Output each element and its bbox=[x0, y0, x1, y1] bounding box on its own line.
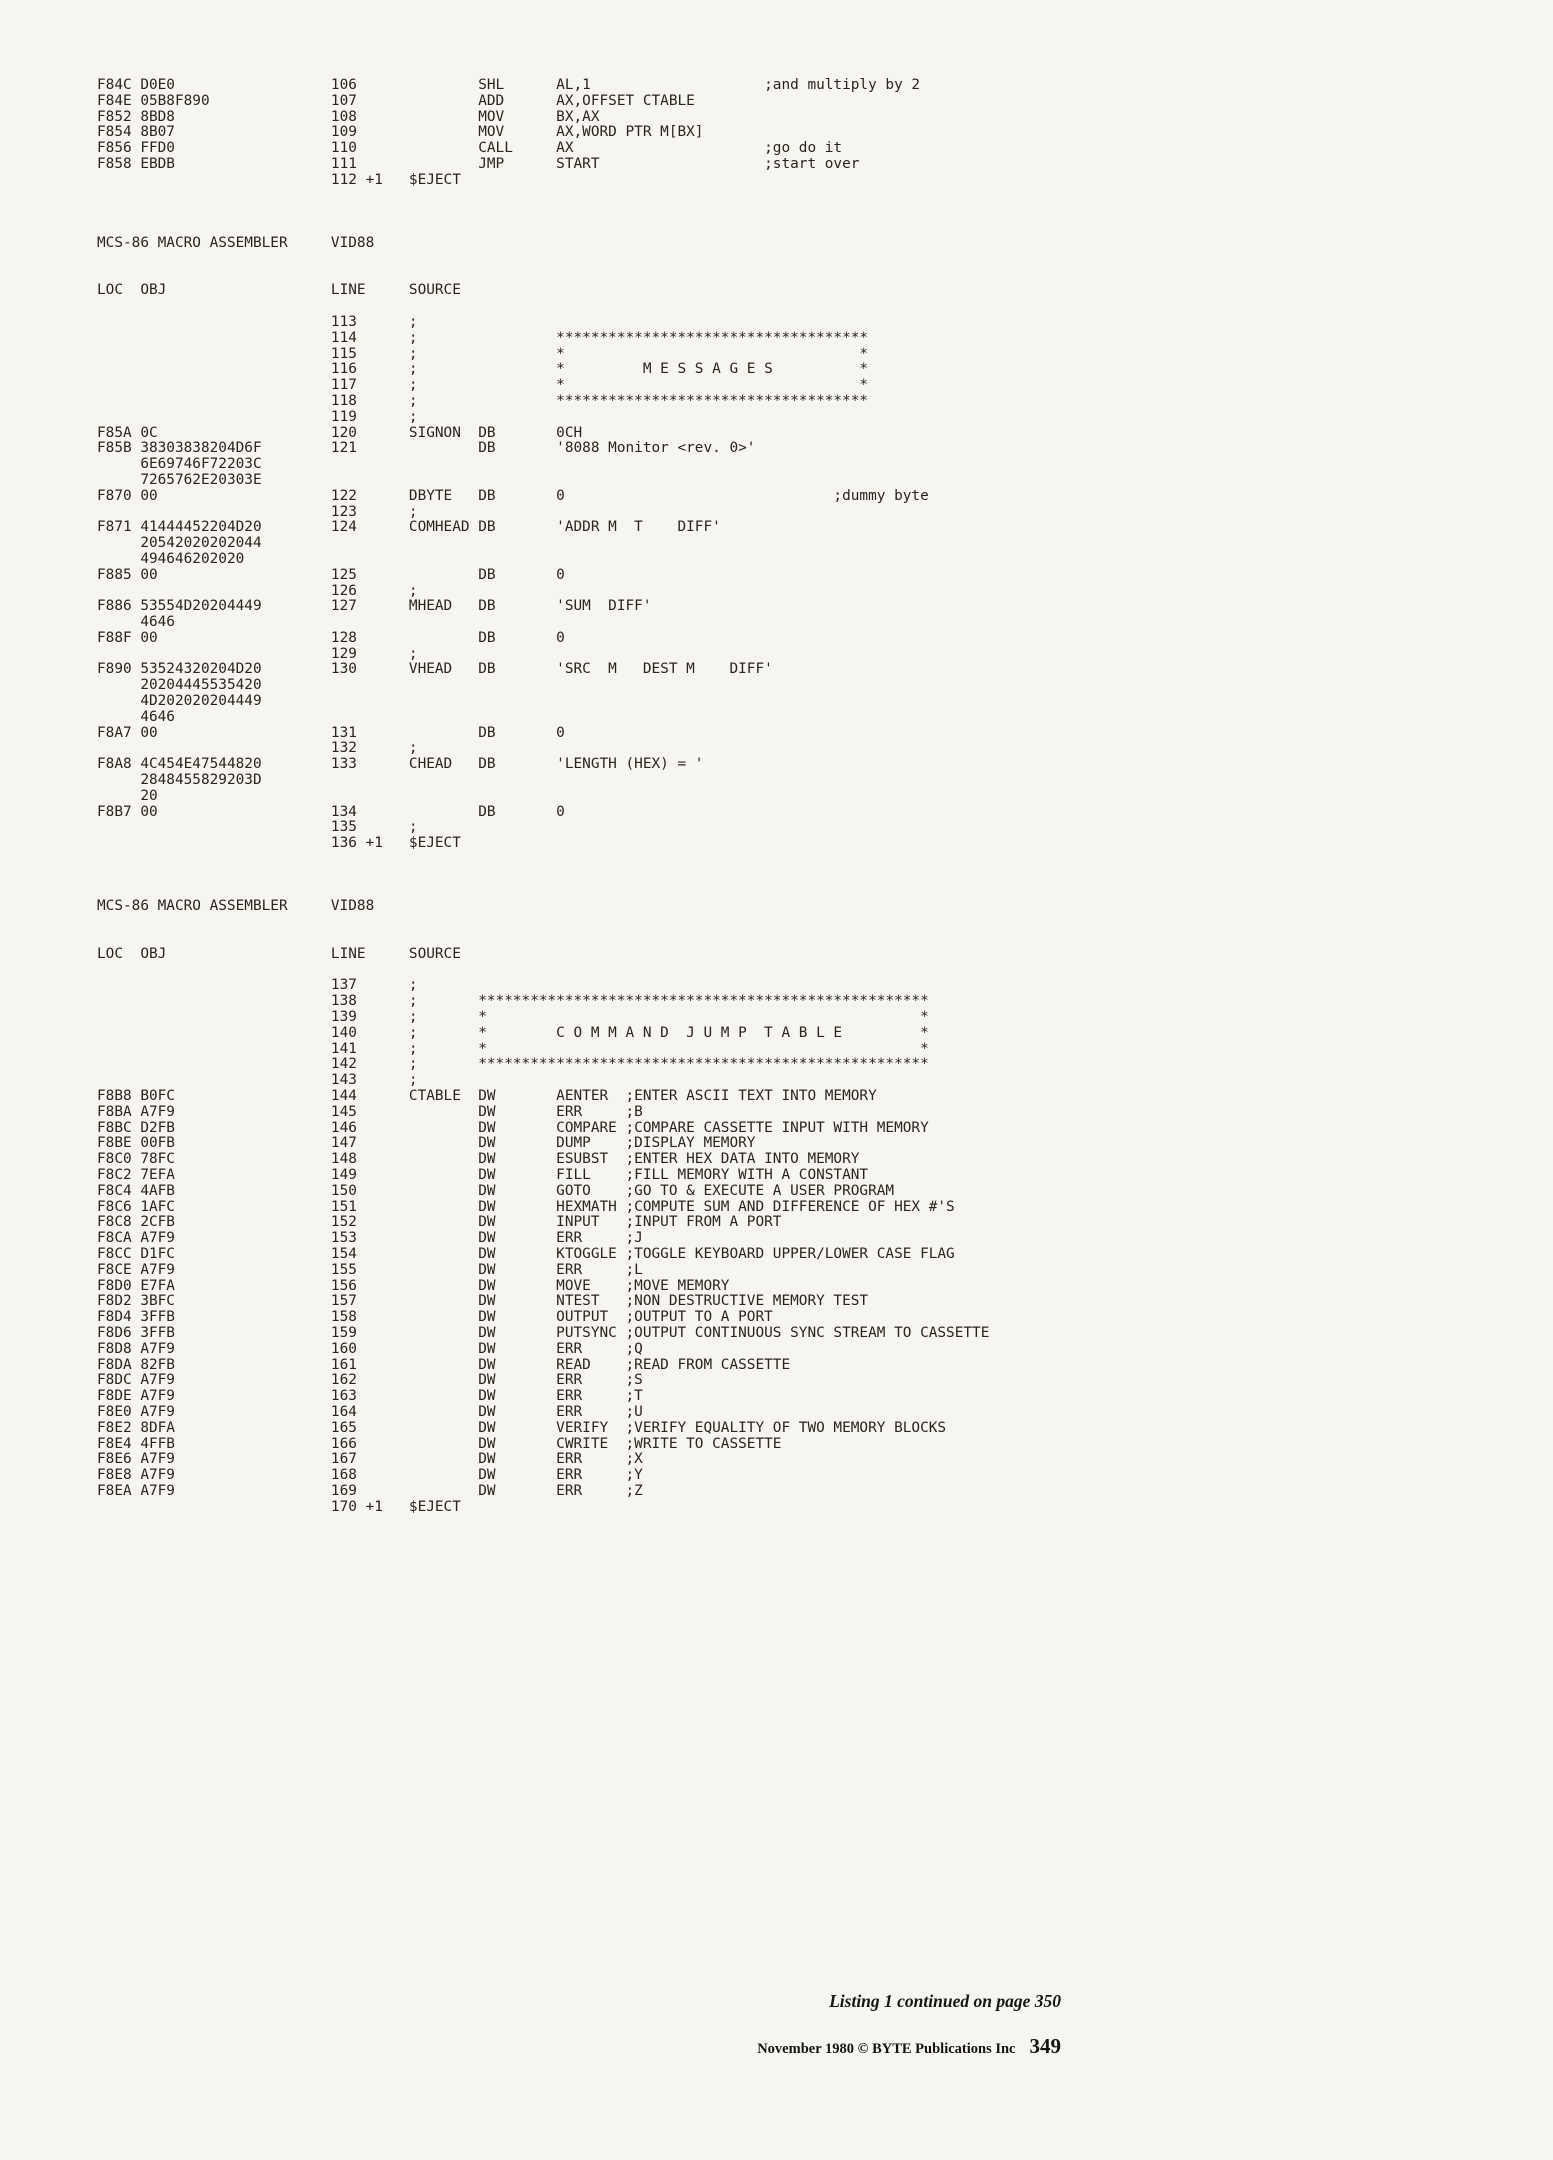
listing-line: F8D2 3BFC 157 DW NTEST ;NON DESTRUCTIVE MEMORY TEST bbox=[97, 1293, 869, 1310]
listing-line: 142 ; **************************************************** bbox=[97, 1056, 929, 1073]
listing-line bbox=[97, 204, 989, 220]
listing-line: F8DA 82FB 161 DW READ ;READ FROM CASSETTE bbox=[97, 1356, 791, 1373]
listing-line: F8E0 A7F9 164 DW ERR ;U bbox=[97, 1403, 643, 1420]
listing-line bbox=[97, 189, 989, 205]
listing-line: F8B8 B0FC 144 CTABLE DW AENTER ;ENTER ASCII TEXT INTO MEMORY bbox=[97, 1088, 877, 1104]
listing-line: 126 ; bbox=[97, 582, 418, 599]
listing-line: 139 ; * * bbox=[97, 1009, 929, 1026]
listing-line: F8EA A7F9 169 DW ERR ;Z bbox=[97, 1482, 643, 1499]
command-jump-table-section bbox=[97, 978, 989, 1515]
listing-line: F870 00 122 DBYTE DB 0 ;dummy byte bbox=[97, 487, 929, 504]
listing-line bbox=[97, 268, 989, 284]
listing-line: 20204445535420 bbox=[97, 677, 262, 694]
page-footer bbox=[757, 2034, 1061, 2059]
listing-line: F8D4 3FFB 158 DW OUTPUT ;OUTPUT TO A PORT bbox=[97, 1309, 773, 1326]
listing-line: F8E6 A7F9 167 DW ERR ;X bbox=[97, 1451, 643, 1468]
listing-line: 138 ; **************************************************** bbox=[97, 993, 929, 1010]
listing-line: F8CE A7F9 155 DW ERR ;L bbox=[97, 1261, 643, 1278]
page-header-block-2 bbox=[97, 852, 989, 978]
listing-line: F8CC D1FC 154 DW KTOGGLE ;TOGGLE KEYBOARD UPPER/LOWER CASE FLAG bbox=[97, 1245, 955, 1262]
listing-line: F871 41444452204D20 124 COMHEAD DB 'ADDR M T DIFF' bbox=[97, 519, 721, 536]
listing-line: 20 bbox=[97, 787, 158, 804]
listing-line: 143 ; bbox=[97, 1072, 418, 1089]
listing-line: 116 ; * M E S S A G E S * bbox=[97, 361, 869, 378]
listing-line: F88F 00 128 DB 0 bbox=[97, 629, 565, 646]
listing-line: 170 +1 $EJECT bbox=[97, 1498, 461, 1515]
listing-line: F8DC A7F9 162 DW ERR ;S bbox=[97, 1372, 643, 1389]
listing-line: 132 ; bbox=[97, 740, 418, 757]
listing-line: F890 53524320204D20 130 VHEAD DB 'SRC M DEST M DIFF' bbox=[97, 661, 773, 678]
listing-line: F8C8 2CFB 152 DW INPUT ;INPUT FROM A PORT bbox=[97, 1214, 782, 1231]
listing-line: F84E 05B8F890 107 ADD AX,OFFSET CTABLE bbox=[97, 92, 695, 109]
listing-line: 119 ; bbox=[97, 408, 418, 425]
listing-line: F8D8 A7F9 160 DW ERR ;Q bbox=[97, 1340, 643, 1357]
listing-line: F84C D0E0 106 SHL AL,1 ;and multiply by 2 bbox=[97, 77, 921, 93]
publication-credit: November 1980 © BYTE Publications Inc bbox=[757, 2041, 1016, 2057]
listing-line: 129 ; bbox=[97, 645, 418, 662]
listing-line: F8E4 4FFB 166 DW CWRITE ;WRITE TO CASSETTE bbox=[97, 1435, 782, 1452]
listing-line: 117 ; * * bbox=[97, 377, 869, 394]
messages-section bbox=[97, 315, 989, 852]
listing-line bbox=[97, 931, 989, 947]
listing-line: 2848455829203D bbox=[97, 772, 262, 789]
listing-line bbox=[97, 252, 989, 268]
listing-line: F8C6 1AFC 151 DW HEXMATH ;COMPUTE SUM AND DIFFERENCE OF HEX #'S bbox=[97, 1198, 955, 1215]
listing-line: F8A7 00 131 DB 0 bbox=[97, 724, 565, 741]
page-header-block-1 bbox=[97, 189, 989, 315]
listing-line: 112 +1 $EJECT bbox=[97, 171, 461, 188]
listing-line: LOC OBJ LINE SOURCE bbox=[97, 282, 461, 299]
listing-line: F8BA A7F9 145 DW ERR ;B bbox=[97, 1103, 643, 1120]
assembler-listing bbox=[97, 78, 989, 1516]
listing-line: 7265762E20303E bbox=[97, 471, 262, 488]
listing-line: MCS-86 MACRO ASSEMBLER VID88 bbox=[97, 234, 375, 251]
listing-line: F885 00 125 DB 0 bbox=[97, 566, 565, 583]
listing-line: 140 ; * C O M M A N D J U M P T A B L E * bbox=[97, 1024, 929, 1041]
listing-line: 114 ; ************************************ bbox=[97, 329, 869, 346]
listing-line: F8E8 A7F9 168 DW ERR ;Y bbox=[97, 1467, 643, 1484]
listing-line: F8D0 E7FA 156 DW MOVE ;MOVE MEMORY bbox=[97, 1277, 730, 1294]
listing-line bbox=[97, 884, 989, 900]
listing-line: MCS-86 MACRO ASSEMBLER VID88 bbox=[97, 898, 375, 915]
listing-line: F8DE A7F9 163 DW ERR ;T bbox=[97, 1388, 643, 1405]
listing-line: F854 8B07 109 MOV AX,WORD PTR M[BX] bbox=[97, 124, 704, 141]
listing-continuation-note: Listing 1 continued on page 350 bbox=[829, 1991, 1061, 2011]
listing-line: F85A 0C 120 SIGNON DB 0CH bbox=[97, 424, 583, 441]
listing-line: 118 ; ************************************ bbox=[97, 392, 869, 409]
listing-line: F8BE 00FB 147 DW DUMP ;DISPLAY MEMORY bbox=[97, 1135, 756, 1152]
listing-line: 6E69746F72203C bbox=[97, 456, 262, 473]
listing-line: LOC OBJ LINE SOURCE bbox=[97, 945, 461, 962]
listing-line: F85B 38303838204D6F 121 DB '8088 Monitor <rev. 0>' bbox=[97, 440, 756, 457]
listing-line bbox=[97, 299, 989, 315]
code-page-top-section bbox=[97, 78, 989, 189]
listing-line: 4646 bbox=[97, 708, 175, 725]
listing-line: F8B7 00 134 DB 0 bbox=[97, 803, 565, 820]
listing-line: 20542020202044 bbox=[97, 535, 262, 552]
listing-line: F8A8 4C454E47544820 133 CHEAD DB 'LENGTH (HEX) = ' bbox=[97, 756, 704, 773]
listing-line: F856 FFD0 110 CALL AX ;go do it bbox=[97, 140, 843, 157]
listing-line: F8E2 8DFA 165 DW VERIFY ;VERIFY EQUALITY OF TWO MEMORY BLOCKS bbox=[97, 1419, 947, 1436]
listing-line: F8CA A7F9 153 DW ERR ;J bbox=[97, 1230, 643, 1247]
listing-line: 494646202020 bbox=[97, 550, 245, 567]
listing-line bbox=[97, 915, 989, 931]
listing-line: 113 ; bbox=[97, 313, 418, 330]
listing-line: 135 ; bbox=[97, 819, 418, 836]
listing-line: 137 ; bbox=[97, 977, 418, 994]
listing-line: 4D202020204449 bbox=[97, 693, 262, 710]
listing-line: F8C0 78FC 148 DW ESUBST ;ENTER HEX DATA INTO MEMORY bbox=[97, 1151, 860, 1168]
listing-line: 123 ; bbox=[97, 503, 418, 520]
listing-line: F8C2 7EFA 149 DW FILL ;FILL MEMORY WITH A CONSTANT bbox=[97, 1166, 869, 1183]
listing-line bbox=[97, 220, 989, 236]
listing-line: 115 ; * * bbox=[97, 345, 869, 362]
listing-line: 4646 bbox=[97, 614, 175, 631]
listing-line: F8D6 3FFB 159 DW PUTSYNC ;OUTPUT CONTINUOUS SYNC STREAM TO CASSETTE bbox=[97, 1324, 990, 1341]
page-number: 349 bbox=[1029, 2034, 1061, 2058]
listing-line: F858 EBDB 111 JMP START ;start over bbox=[97, 155, 860, 172]
listing-line bbox=[97, 852, 989, 868]
listing-line: F852 8BD8 108 MOV BX,AX bbox=[97, 108, 600, 125]
listing-line bbox=[97, 963, 989, 979]
listing-line bbox=[97, 868, 989, 884]
listing-line: F886 53554D20204449 127 MHEAD DB 'SUM DIFF' bbox=[97, 598, 652, 615]
listing-line: F8C4 4AFB 150 DW GOTO ;GO TO & EXECUTE A USER PROGRAM bbox=[97, 1182, 895, 1199]
listing-line: 141 ; * * bbox=[97, 1040, 929, 1057]
listing-line: 136 +1 $EJECT bbox=[97, 835, 461, 852]
listing-line: F8BC D2FB 146 DW COMPARE ;COMPARE CASSETTE INPUT WITH MEMORY bbox=[97, 1119, 929, 1136]
